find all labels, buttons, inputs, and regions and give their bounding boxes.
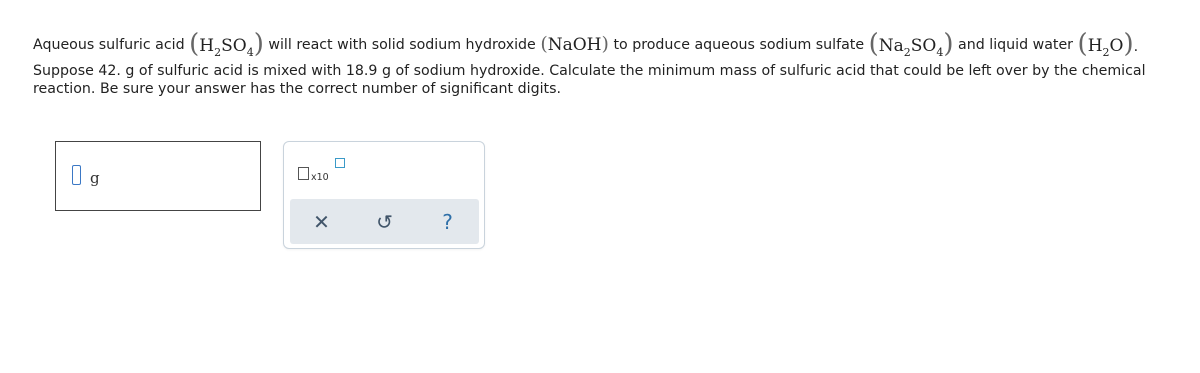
exponent-box-icon [335, 158, 345, 168]
undo-button[interactable] [370, 207, 400, 237]
scientific-notation-button[interactable] [298, 158, 338, 186]
palette-toolbar [290, 199, 479, 244]
text-segment: Aqueous sulfuric acid [33, 37, 185, 53]
sci-notation-label: x10 [311, 172, 329, 183]
formula-na2so4: $(Na_2SO_4)$ [868, 28, 954, 59]
problem-statement [33, 28, 1183, 98]
text-segment: and liquid water [958, 37, 1074, 53]
help-button[interactable] [433, 207, 463, 237]
problem-line-1 [33, 28, 1183, 62]
text-segment: to produce aqueous sodium sulfate [613, 37, 865, 53]
text-segment: will react with solid sodium hydroxide [268, 37, 536, 53]
formula-h2so4: $(H_2SO_4)$ [189, 28, 264, 59]
undo-icon: ↺ [376, 209, 393, 234]
unit-label: g [90, 169, 100, 187]
base-box-icon [298, 167, 309, 180]
help-icon: ? [442, 209, 453, 234]
clear-button[interactable] [307, 207, 337, 237]
formula-naoh: (NaOH) [540, 33, 609, 55]
formula-h2o: $(H_2O)$. [1077, 28, 1139, 59]
answer-input-field[interactable] [72, 165, 81, 185]
math-palette [283, 141, 485, 249]
close-icon: ✕ [313, 209, 330, 234]
answer-input-box[interactable] [55, 141, 261, 211]
problem-paragraph: Suppose 42. g of sulfuric acid is mixed with 18.9 g of sodium hydroxide. Calculate the minimum mass of sulfuric acid that could be left over by the chemical reaction. Be sure your answer has the correct number of significant digits. [33, 63, 1146, 97]
